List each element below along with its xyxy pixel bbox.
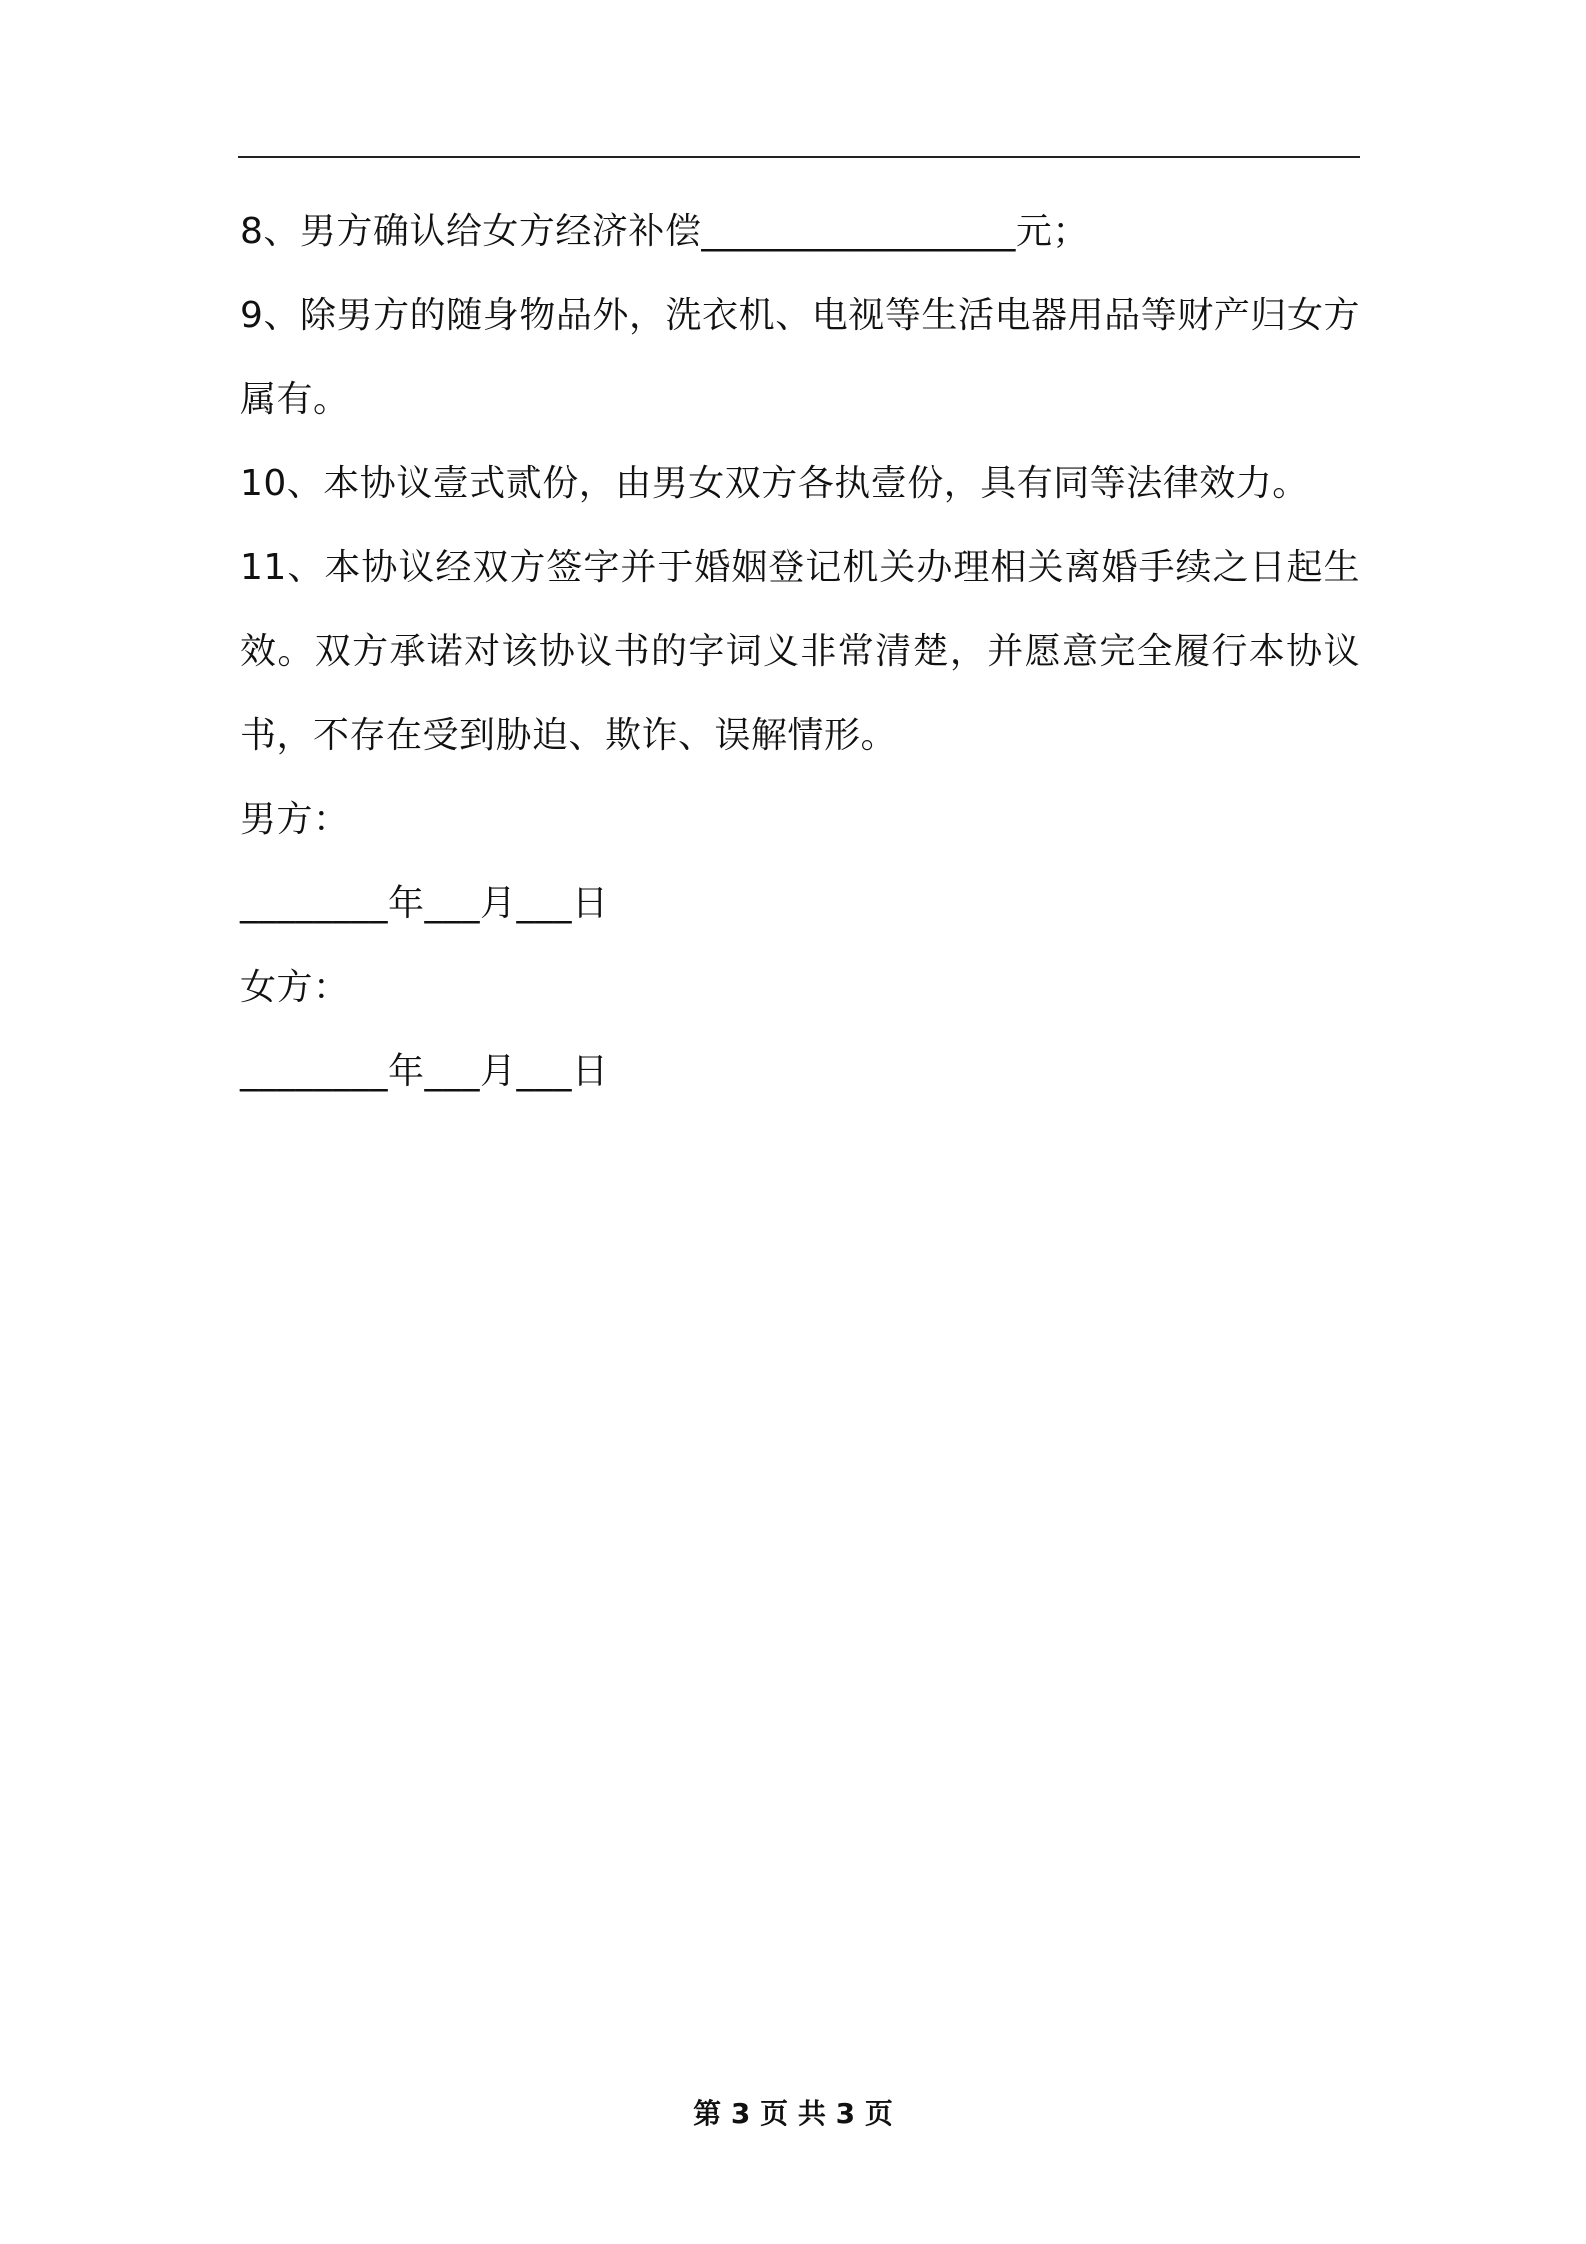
female-signature-date: ________年___月___日	[240, 1051, 609, 1092]
male-signature-label: 男方：	[240, 799, 350, 840]
page-number-footer: 第 3 页 共 3 页	[693, 2097, 893, 2130]
document-body	[240, 190, 1360, 1114]
female-signature-label: 女方：	[240, 967, 350, 1008]
clause-11-effective: 11、本协议经双方签字并于婚姻登记机关办理相关离婚手续之日起生效。双方承诺对该协议书的字词义非常清楚，并愿意完全履行本协议书，不存在受到胁迫、欺诈、误解情形。	[240, 547, 1360, 756]
header-divider	[238, 156, 1360, 158]
male-signature-date: ________年___月___日	[240, 883, 609, 924]
clause-9-property: 9、除男方的随身物品外，洗衣机、电视等生活电器用品等财产归女方属有。	[240, 295, 1360, 420]
clause-10-copies: 10、本协议壹式贰份，由男女双方各执壹份，具有同等法律效力。	[240, 463, 1309, 504]
clause-8-compensation: 8、男方确认给女方经济补偿_________________元；	[240, 211, 1089, 252]
